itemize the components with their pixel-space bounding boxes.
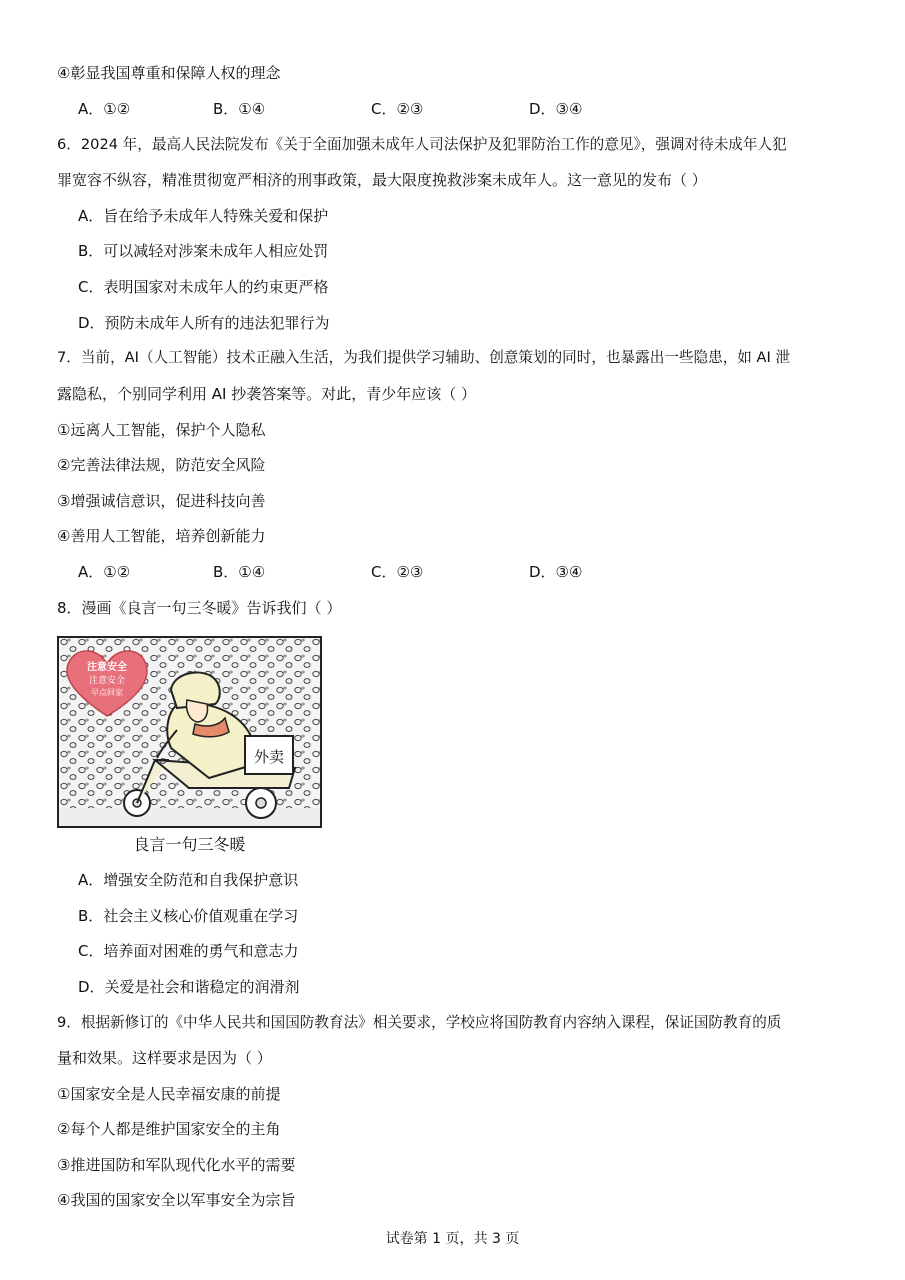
page-footer: 试卷第 1 页，共 3 页 [385, 1231, 520, 1247]
heart-text-1: 注意安全 [87, 662, 127, 673]
q6-option-b: B．可以减轻对涉案未成年人相应处罚 [78, 242, 329, 260]
q8-option-c: C．培养面对困难的勇气和意志力 [78, 942, 299, 960]
q7-item-4: ④善用人工智能，培养创新能力 [57, 527, 266, 545]
q9-item-3: ③推进国防和军队现代化水平的需要 [57, 1156, 296, 1174]
q7-option-d: D．③④ [529, 563, 583, 581]
q8-stem-line1: 8．漫画《良言一句三冬暖》告诉我们（ ） [57, 599, 342, 617]
heart-text-3: 早点回家 [91, 688, 123, 697]
comic-svg [59, 638, 320, 826]
q9-item-4: ④我国的国家安全以军事安全为宗旨 [57, 1191, 296, 1209]
prev-option-d: D．③④ [529, 100, 583, 118]
q8-option-a: A．增强安全防范和自我保护意识 [78, 871, 299, 889]
q6-option-a: A．旨在给予未成年人特殊关爱和保护 [78, 207, 329, 225]
q9-stem-line2: 量和效果。这样要求是因为（ ） [57, 1049, 272, 1067]
prev-option-b: B．①④ [213, 100, 266, 118]
prev-option-c: C．②③ [371, 100, 424, 118]
q6-stem-line1: 6．2024 年，最高人民法院发布《关于全面加强未成年人司法保护及犯罪防治工作的意见》，强调对待未成年人犯 [57, 136, 787, 153]
q7-stem-line1: 7．当前，AI（人工智能）技术正融入生活，为我们提供学习辅助、创意策划的同时，也暴露出一些隐患，如 AI 泄 [57, 349, 791, 366]
q7-item-1: ①远离人工智能，保护个人隐私 [57, 421, 266, 439]
q7-item-2: ②完善法律法规，防范安全风险 [57, 456, 266, 474]
q7-option-a: A．①② [78, 563, 131, 581]
q7-stem-line2: 露隐私，个别同学利用 AI 抄袭答案等。对此，青少年应该（ ） [57, 385, 476, 403]
comic-caption: 良言一句三冬暖 [133, 835, 246, 854]
q6-option-c: C．表明国家对未成年人的约束更严格 [78, 278, 329, 296]
q9-item-1: ①国家安全是人民幸福安康的前提 [57, 1085, 281, 1103]
q6-stem-line2: 罪宽容不纵容，精准贯彻宽严相济的刑事政策，最大限度挽救涉案未成年人。这一意见的发布（ ） [57, 171, 707, 189]
comic-illustration [57, 636, 322, 828]
q8-option-b: B．社会主义核心价值观重在学习 [78, 907, 299, 925]
q7-option-b: B．①④ [213, 563, 266, 581]
heart-text-2: 注意安全 [88, 676, 126, 686]
q9-stem-line1: 9．根据新修订的《中华人民共和国国防教育法》相关要求，学校应将国防教育内容纳入课程，保证国防教育的质 [57, 1014, 782, 1031]
q7-option-c: C．②③ [371, 563, 424, 581]
prev-option-a: A．①② [78, 100, 131, 118]
q6-option-d: D．预防未成年人所有的违法犯罪行为 [78, 314, 330, 332]
q7-item-3: ③增强诚信意识，促进科技向善 [57, 492, 266, 510]
q9-item-2: ②每个人都是维护国家安全的主角 [57, 1120, 281, 1138]
q8-option-d: D．关爱是社会和谐稳定的润滑剂 [78, 978, 300, 996]
delivery-box-label: 外卖 [253, 748, 285, 766]
prev-item-4: ④彰显我国尊重和保障人权的理念 [57, 64, 281, 82]
